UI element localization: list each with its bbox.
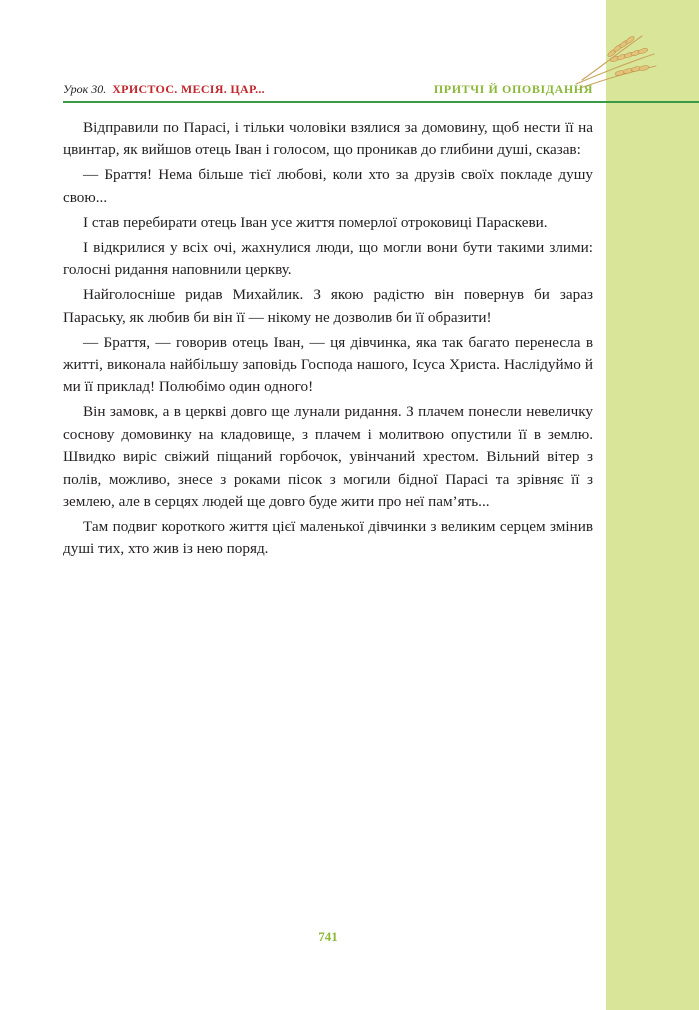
paragraph: Відправили по Парасі, і тільки чоловіки взялися за домовину, щоб нести її на цвинтар, як вийшов отець Іван і голосом, що проникав до глибини душі, сказав: bbox=[63, 119, 593, 159]
section-title: ПРИТЧІ Й ОПОВІДАННЯ bbox=[433, 82, 593, 96]
paragraph: І відкрилися у всіх очі, жахнулися люди, що могли вони бути такими злими: голосні ридання наповнили церкву. bbox=[63, 238, 593, 279]
paragraph: І став перебирати отець Іван усе життя померлої отроковиці Параскеви. bbox=[83, 213, 548, 231]
page-header bbox=[63, 78, 593, 100]
paragraph: Він замовк, а в церкві довго ще лунали ридання. З плачем понесли невеличку соснову домовинку на кладовище, з плачем і молитвою опустили її в землю. Швидко виріс свіжий піщаний горбочок, увінчаний хрестом. Вільний вітер з полів, можливо, знесе з роками пісок з могили бідної Парасі та зрівняє її з землею, але в серцях людей ще довго буде жити про неї пам’ять... bbox=[63, 403, 593, 511]
side-margin-strip bbox=[606, 0, 699, 1010]
lesson-heading bbox=[63, 82, 265, 97]
body-text bbox=[63, 117, 593, 563]
page-number: 741 bbox=[318, 929, 338, 944]
header-divider bbox=[63, 101, 699, 103]
paragraph: Там подвиг короткого життя цієї маленької дівчинки з великим серцем змінив душі тих, хто жив із нею поряд. bbox=[63, 518, 593, 558]
paragraph: — Браття, — говорив отець Іван, — ця дівчинка, яка так багато перенесла в житті, виконала найбільшу заповідь Господа нашого, Ісуса Христа. Наслідуймо й ми її приклад! Полюбімо один одного! bbox=[63, 333, 593, 396]
paragraph: — Браття! Нема більше тієї любові, коли хто за друзів своїх покладе душу свою... bbox=[63, 166, 593, 206]
lesson-label: Урок 30. bbox=[63, 82, 107, 96]
lesson-title: ХРИСТОС. МЕСІЯ. ЦАР... bbox=[112, 82, 265, 96]
paragraph: Найголосніше ридав Михайлик. З якою радістю він повернув би зараз Параську, як любив би він її — нікому не дозволив би її образити! bbox=[63, 286, 593, 326]
